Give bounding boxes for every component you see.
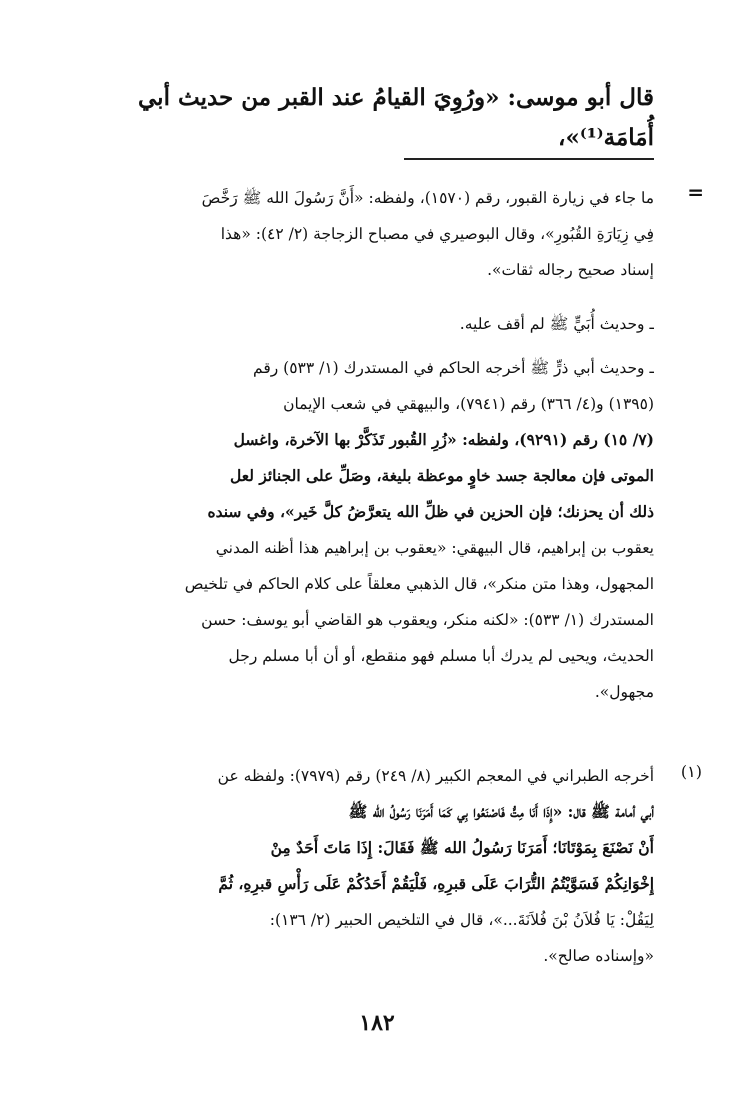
text-line: لِيَقُلْ: يَا فُلاَنُ بْنَ فُلاَنَةَ...»، قال في التلخيص الحبير (٢/ ١٣٦): <box>269 911 654 929</box>
footnote-1 <box>85 758 654 974</box>
text-line: أَنْ نَصْنَعَ بِمَوْتَانَا؛ أَمَرَنَا رَسُولُ الله ﷺ فَقَالَ: إِذَا مَاتَ أَحَدٌ مِنْ <box>270 838 654 857</box>
text-line: فِي زِيَارَةِ القُبُورِ»، وقال البوصيري في مصباح الزجاجة (٢/ ٤٢): «هذا <box>220 225 654 243</box>
text-line: (١٣٩٥) و(٤/ ٣٦٦) رقم (٧٩٤١)، والبيهقي في شعب الإيمان <box>283 395 654 413</box>
footnote-block-abu-dharr <box>85 350 654 710</box>
continuation-mark: = <box>687 180 704 204</box>
text-line: ـ وحديث أُبَيٍّ ﷺ لم أقف عليه. <box>459 315 654 333</box>
text-line: (٧/ ١٥) رقم (٩٢٩١)، ولفظه: «زُرِ القُبور تَذَكَّرْ بها الآخرة، واغسل <box>233 430 654 449</box>
footnote-number: (١) <box>680 762 702 781</box>
text-line: مجهول». <box>594 683 654 701</box>
text-line: أخرجه الطبراني في المعجم الكبير (٨/ ٢٤٩) رقم (٧٩٧٩): ولفظه عن <box>217 767 654 785</box>
text-line: المجهول، وهذا متن منكر»، قال الذهبي معلقاً على كلام الحاكم في تلخيص <box>184 575 654 593</box>
text-line: ذلك أن يحزنك؛ فإن الحزين في ظلِّ الله يتعرَّضُ كلَّ خَير»، وفي سنده <box>207 502 654 521</box>
text-line: المستدرك (١/ ٥٣٣): «لكنه منكر، ويعقوب هو القاضي أبو يوسف: حسن <box>201 611 654 629</box>
footnote-block-ibn-majah <box>85 180 654 288</box>
text-line: أبي أمامة ﷺ قال: «إِذَا أَنَا مِتُّ فَاصْنَعُوا بِي كَمَا أَمَرَنَا رَسُولُ الله ﷺ <box>348 802 654 821</box>
text-line: إِخْوَانِكُمْ فَسَوَّيْتُمُ التُّرَابَ عَلَى قبرِهِ، فَلْيَقُمْ أَحَدُكُمْ عَلَى رَأْسِ قبرِهِ، ثُمَّ <box>218 874 654 893</box>
text-line: إسناد صحيح رجاله ثقات». <box>487 261 654 279</box>
text-line: الحديث، ويحيى لم يدرك أبا مسلم فهو منقطع، أو أن أبا مسلم رجل <box>228 647 654 665</box>
text-line: الموتى فإن معالجة جسد خاوٍ موعظة بليغة، وصَلِّ على الجنائز لعل <box>229 466 654 485</box>
text-line: يعقوب بن إبراهيم، قال البيهقي: «يعقوب بن إبراهيم هذا أظنه المدني <box>215 539 654 557</box>
text-line: ما جاء في زيارة القبور، رقم (١٥٧٠)، ولفظه: «أَنَّ رَسُولَ الله ﷺ رَخَّصَ <box>201 189 654 207</box>
main-text: قال أبو موسى: «ورُوِيَ القيامُ عند القبر من حديث أبي أُمَامَة⁽¹⁾»، <box>138 84 654 151</box>
text-line: «وإسناده صالح». <box>543 947 654 965</box>
text-line: ـ وحديث أبي ذرٍّ ﷺ أخرجه الحاكم في المستدرك (١/ ٥٣٣) رقم <box>253 359 654 377</box>
footnote-separator <box>404 158 654 160</box>
footnote-block-ubayy <box>85 306 654 342</box>
page-number: ١٨٢ <box>359 1010 395 1036</box>
